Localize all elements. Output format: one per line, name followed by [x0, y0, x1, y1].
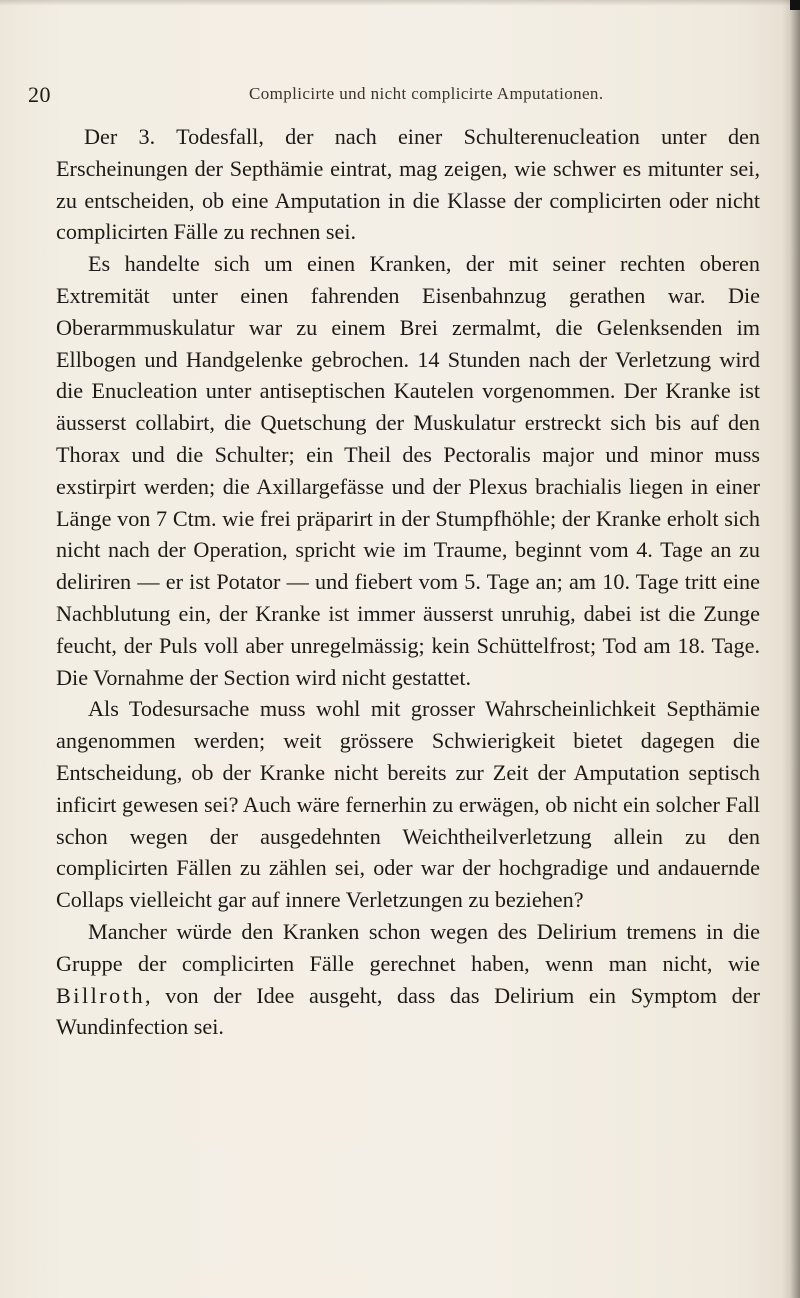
paragraph-case-intro: Der 3. Todesfall, der nach einer Schulterenucleation unter den Erscheinungen der Septhämie eintrat, mag zeigen, wie schwer es mitunter sei, zu entscheiden, ob eine Amputation in die Klasse der complicirten oder nicht complicirten Fälle zu rechnen sei. — [56, 124, 760, 245]
body-text — [56, 121, 760, 1043]
page-edge-shadow — [782, 0, 800, 1298]
page-top-shadow — [0, 0, 800, 6]
page-header — [24, 82, 764, 112]
paragraph-delirium-start: Mancher würde den Kranken schon wegen des Delirium tremens in die Gruppe der complicirten Fälle gerechnet haben, wenn man nicht, wie — [56, 918, 760, 976]
paragraph-delirium — [56, 916, 760, 1043]
page-number: 20 — [28, 82, 51, 107]
running-head: Complicirte und nicht complicirte Amputationen. — [249, 84, 604, 103]
author-name: Billroth — [56, 982, 146, 1008]
paragraph-cause-of-death: Als Todesursache muss wohl mit grosser Wahrscheinlichkeit Septhämie angenommen werden; weit grössere Schwierigkeit bietet dagegen die Entscheidung, ob der Kranke nicht bereits zur Zeit der Amputation septisch inficirt gewesen sei? Auch wäre fernerhin zu erwägen, ob nicht ein solcher Fall schon wegen der ausgedehnten Weichtheilverletzung allein zu den complicirten Fällen zu zählen sei, oder war der hochgradige und andauernde Collaps vielleicht gar auf innere Verletzungen zu beziehen? — [56, 696, 760, 913]
paragraph-delirium-end: , von der Idee ausgeht, dass das Delirium ein Symptom der Wundinfection sei. — [56, 982, 760, 1040]
scan-corner — [790, 0, 800, 10]
paragraph-case-history: Es handelte sich um einen Kranken, der mit seiner rechten oberen Extremität unter einen fahrenden Eisenbahnzug gerathen war. Die Oberarmmuskulatur war zu einem Brei zermalmt, die Gelenksenden im Ellbogen und Handgelenke gebrochen. 14 Stunden nach der Verletzung wird die Enucleation unter antiseptischen Kautelen vorgenommen. Der Kranke ist äusserst collabirt, die Quetschung der Muskulatur erstreckt sich bis auf den Thorax und die Schulter; ein Theil des Pectoralis major und minor muss exstirpirt werden; die Axillargefässe und der Plexus brachialis liegen in einer Länge von 7 Ctm. wie frei präparirt in der Stumpfhöhle; der Kranke erholt sich nicht nach der Operation, spricht wie im Traume, beginnt vom 4. Tage an zu deliriren — er ist Potator — und fiebert vom 5. Tage an; am 10. Tage tritt eine Nachblutung ein, der Kranke ist immer äusserst unruhig, dabei ist die Zunge feucht, der Puls voll aber unregelmässig; kein Schüttelfrost; Tod am 18. Tage. Die Vornahme der Section wird nicht gestattet. — [56, 251, 760, 690]
